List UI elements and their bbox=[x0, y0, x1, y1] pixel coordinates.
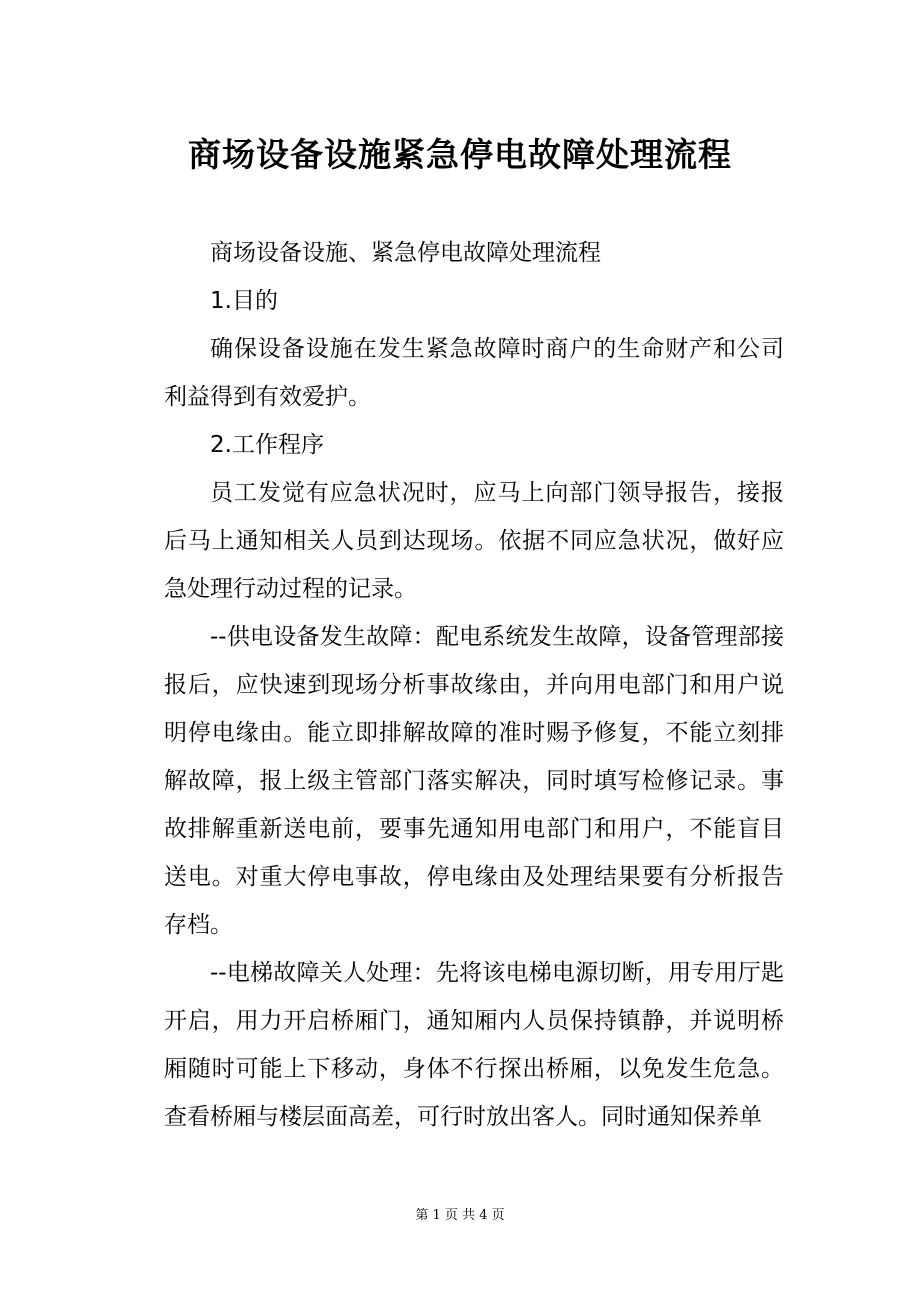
document-title: 商场设备设施紧急停电故障处理流程 bbox=[188, 135, 732, 174]
paragraph-purpose: 确保设备设施在发生紧急故障时商户的生命财产和公司利益得到有效爱护。 bbox=[164, 336, 784, 410]
paragraph-heading: 商场设备设施、紧急停电故障处理流程 bbox=[210, 240, 601, 266]
page-footer: 第 1 页 共 4 页 bbox=[415, 1208, 505, 1223]
paragraph-section-2: 2.工作程序 bbox=[210, 432, 324, 458]
paragraph-power-fault: --供电设备发生故障：配电系统发生故障，设备管理部接报后，应快速到现场分析事故缘由，并向用电部门和用户说明停电缘由。能立即排解故障的准时赐予修复，不能立刻排解故障，报上级主管部门落实解决，同时填写检修记录。事故排解重新送电前，要事先通知用电部门和用户，不能盲目送电。对重大停电事故，停电缘由及处理结果要有分析报告存档。 bbox=[164, 624, 784, 938]
paragraph-section-1: 1.目的 bbox=[210, 288, 278, 314]
paragraph-elevator-fault: --电梯故障关人处理：先将该电梯电源切断，用专用厅匙开启，用力开启桥厢门，通知厢内人员保持镇静，并说明桥厢随时可能上下移动，身体不行探出桥厢，以免发生危急。查看桥厢与楼层面高差，可行时放出客人。同时通知保养单 bbox=[164, 960, 784, 1130]
paragraph-procedure: 员工发觉有应急状况时，应马上向部门领导报告，接报后马上通知相关人员到达现场。依据不同应急状况，做好应急处理行动过程的记录。 bbox=[164, 480, 784, 602]
document-body bbox=[164, 229, 784, 1141]
